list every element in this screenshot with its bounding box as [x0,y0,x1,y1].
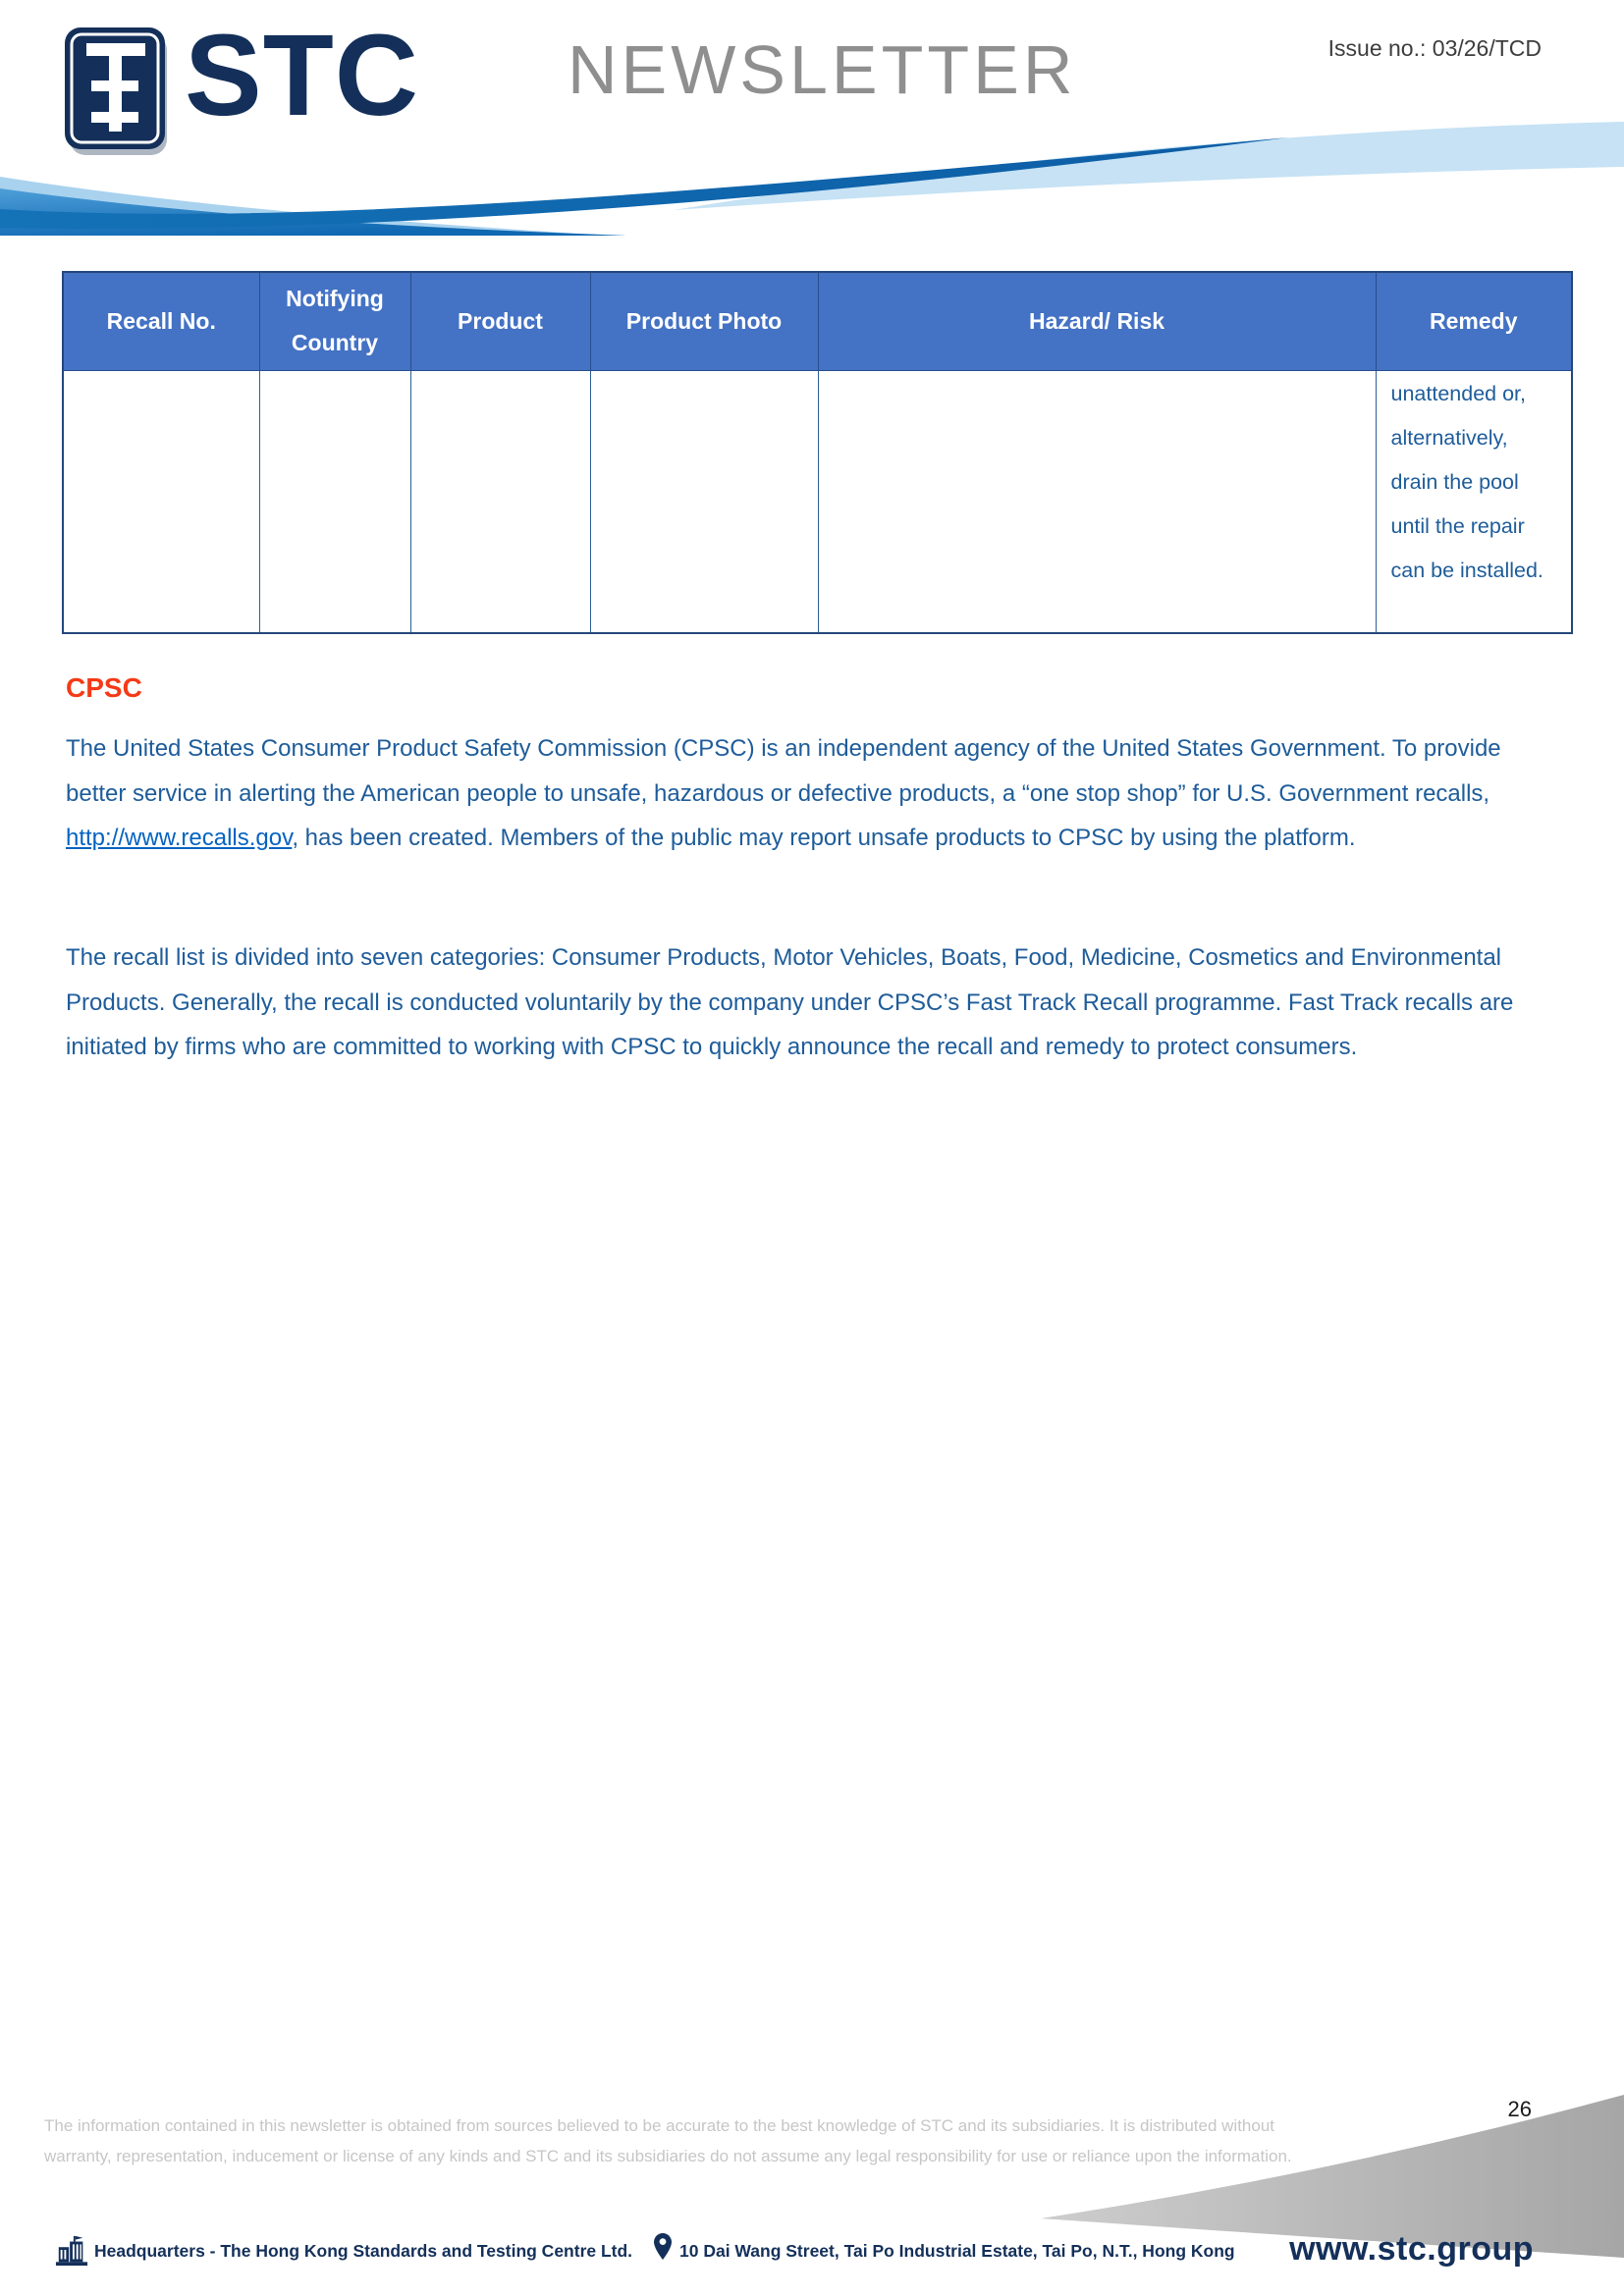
cpsc-paragraph-2: The recall list is divided into seven categories: Consumer Products, Motor Vehicles, Boats, Food, Medicine, Cosmetics and Environmental Products. Generally, the recall is conducted voluntarily by the company under CPSC’s Fast Track Recall programme. Fast Track recalls are initiated by firms who are committed to working with CPSC to quickly announce the recall and remedy to protect consumers. [66,944,1514,1060]
location-pin-icon [654,2233,672,2260]
issue-number: Issue no.: 03/26/TCD [1327,35,1542,61]
paragraph-1-text-before-link: The United States Consumer Product Safety Commission (CPSC) is an independent agency of the United States Government. To provide better service in alerting the American people to unsafe, hazardous or defective products, a “one stop shop” for U.S. Government recalls, [66,735,1501,807]
cell-notifying-country [259,370,410,633]
column-header-product: Product [410,272,590,370]
table-row [63,370,1572,633]
recalls-gov-link[interactable]: http://www.recalls.gov [66,825,293,851]
column-header-product-photo: Product Photo [590,272,818,370]
address-text: 10 Dai Wang Street, Tai Po Industrial Estate, Tai Po, N.T., Hong Kong [679,2241,1235,2261]
disclaimer-line-1: The information contained in this newsletter is obtained from sources believed to be accurate to the best knowledge of STC and its subsidiaries. It is distributed without [44,2116,1275,2135]
column-header-hazard-risk: Hazard/ Risk [818,272,1376,370]
disclaimer [44,2110,1292,2171]
column-header-recall-no: Recall No. [63,272,259,370]
cell-recall-no [63,370,259,633]
headquarters-text: Headquarters - The Hong Kong Standards and Testing Centre Ltd. [94,2241,633,2261]
disclaimer-line-2: warranty, representation, inducement or license of any kinds and STC and its subsidiaries do not assume any legal responsibility for use or reliance upon the information. [44,2147,1292,2165]
page-number: 26 [1507,2097,1532,2121]
cpsc-paragraph-1 [66,726,1531,861]
stc-logo-text: STC [185,11,419,140]
header-wave-decoration [0,116,1624,236]
cell-product-photo [590,370,818,633]
column-header-notifying-country: Notifying Country [259,272,410,370]
recall-table [62,271,1573,634]
newsletter-title: NEWSLETTER [568,31,1077,108]
column-header-remedy: Remedy [1376,272,1572,370]
paragraph-1-text-after-link: , has been created. Members of the public may report unsafe products to CPSC by using the platform. [292,825,1356,851]
table-header-row [63,272,1572,370]
cell-product [410,370,590,633]
cell-hazard-risk [818,370,1376,633]
website-text: www.stc.group [1289,2230,1534,2268]
cell-remedy: unattended or, alternatively, drain the pool until the repair can be installed. [1376,370,1572,633]
building-icon [55,2234,88,2268]
footer-bar [0,2226,1624,2277]
cpsc-heading: CPSC [66,672,142,703]
